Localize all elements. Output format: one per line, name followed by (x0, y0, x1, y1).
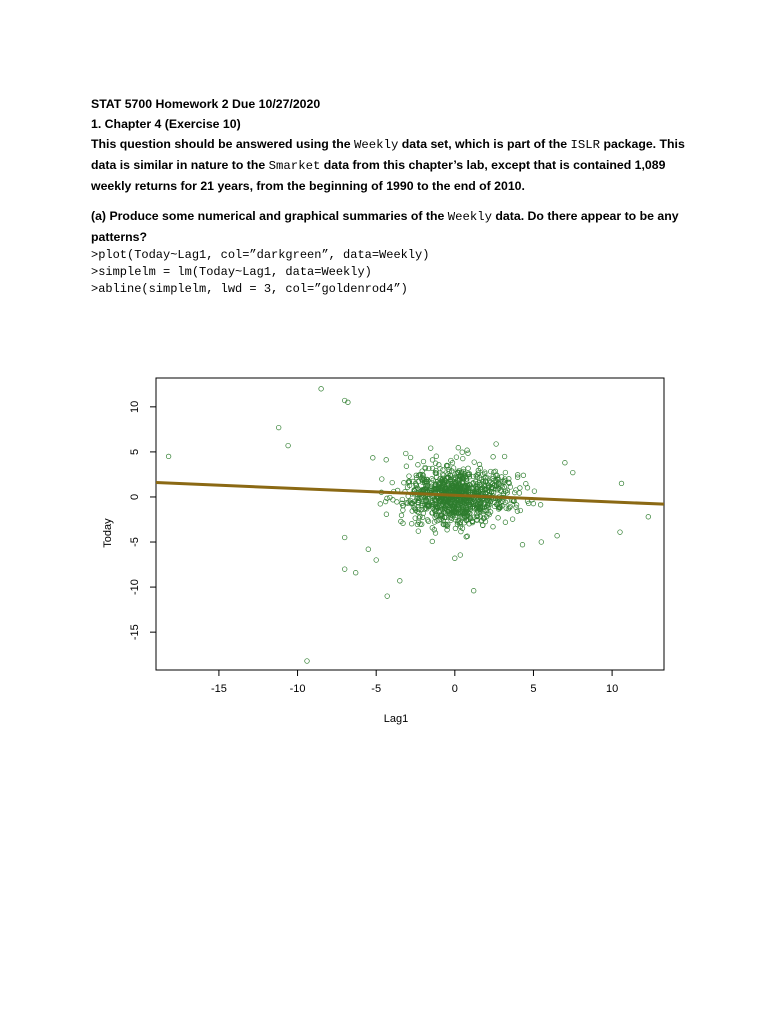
data-point (409, 521, 414, 526)
section-heading: 1. Chapter 4 (Exercise 10) (91, 117, 241, 131)
data-point (465, 448, 470, 453)
spacer (91, 196, 681, 206)
data-point (525, 486, 530, 491)
x-tick-label: 10 (605, 683, 619, 695)
data-point (571, 470, 576, 475)
data-point (388, 495, 393, 500)
data-point (491, 455, 496, 460)
x-tick-label: -10 (289, 683, 306, 695)
data-point (458, 553, 463, 558)
data-point (408, 455, 413, 460)
y-tick-label: -10 (129, 579, 141, 596)
data-point (502, 454, 507, 459)
data-point (532, 489, 537, 494)
data-point (407, 474, 412, 479)
data-point (466, 466, 471, 471)
x-axis-label: Lag1 (383, 713, 409, 725)
data-point (496, 516, 501, 521)
data-point (441, 473, 446, 478)
code-smarket: Smarket (268, 159, 321, 173)
intro-text: weekly returns for 21 years, from the beginning of 1990 to the end of 2010. (91, 179, 525, 193)
data-point (494, 442, 499, 447)
data-point (472, 460, 477, 465)
data-point (461, 456, 466, 461)
data-point (378, 502, 383, 507)
data-point (399, 513, 404, 518)
code-islr: ISLR (570, 138, 601, 152)
intro-text: data set, which is part of the (398, 137, 571, 151)
intro-text: data is similar in nature to the (91, 158, 269, 172)
data-point (401, 508, 406, 513)
data-point (380, 477, 385, 482)
intro-line-1 (91, 134, 685, 155)
data-point (416, 462, 421, 467)
intro-line-3 (91, 176, 681, 196)
data-point (384, 458, 389, 463)
scatter-plot (95, 368, 675, 738)
data-point (646, 515, 651, 520)
y-axis-label: Today (102, 518, 114, 548)
data-point (480, 523, 485, 528)
regression-line (156, 483, 664, 505)
data-point (385, 594, 390, 599)
intro-line-2 (91, 155, 681, 176)
data-point (471, 588, 476, 593)
question-text: data. Do there appear to be any (492, 209, 679, 223)
data-point (342, 567, 347, 572)
data-point (404, 451, 409, 456)
data-point (555, 533, 560, 538)
code-weekly: Weekly (354, 138, 399, 152)
data-point (276, 425, 281, 430)
data-point (503, 520, 508, 525)
data-point (618, 530, 623, 535)
data-point (305, 659, 310, 664)
x-tick-label: -15 (210, 683, 227, 695)
data-point (619, 481, 624, 486)
x-tick-label: -5 (371, 683, 382, 695)
data-point (421, 459, 426, 464)
question-a-line-2 (91, 227, 681, 247)
code-line: >plot(Today~Lag1, col=”darkgreen”, data=Weekly) (91, 248, 430, 262)
y-tick-label: 5 (129, 448, 141, 455)
data-point (539, 540, 544, 545)
data-point (456, 445, 461, 450)
scatter-plot-svg (95, 368, 675, 738)
data-point (391, 498, 396, 503)
data-point (503, 470, 508, 475)
data-point (430, 539, 435, 544)
data-point (453, 556, 458, 561)
data-point (319, 387, 324, 392)
data-point (441, 468, 446, 473)
data-point (491, 524, 496, 529)
data-point (430, 458, 435, 463)
intro-text: This question should be answered using the (91, 137, 355, 151)
r-code-block (91, 247, 681, 298)
data-point (353, 570, 358, 575)
data-point (366, 547, 371, 552)
code-line: >abline(simplelm, lwd = 3, col=”goldenrod4”) (91, 282, 408, 296)
data-point (286, 443, 291, 448)
data-point (404, 464, 409, 469)
question-text: (a) Produce some numerical and graphical summaries of the (91, 209, 448, 223)
data-point (518, 486, 523, 491)
data-point (371, 456, 376, 461)
document-title: STAT 5700 Homework 2 Due 10/27/2020 (91, 97, 321, 111)
plot-frame (156, 378, 664, 670)
x-tick-label: 5 (530, 683, 537, 695)
data-point (342, 535, 347, 540)
data-point (466, 451, 471, 456)
y-tick-label: 10 (129, 400, 141, 413)
question-text: patterns? (91, 230, 148, 244)
data-point (521, 473, 526, 478)
homework-document (91, 94, 685, 298)
data-point (488, 469, 493, 474)
data-points (166, 387, 650, 664)
data-point (510, 517, 515, 522)
data-point (425, 518, 430, 523)
intro-text: data from this chapter’s lab, except that is contained 1,089 (320, 158, 666, 172)
data-point (390, 480, 395, 485)
data-point (454, 455, 459, 460)
data-point (166, 454, 171, 459)
question-a-line-1 (91, 206, 681, 227)
x-tick-label: 0 (451, 683, 458, 695)
data-point (428, 446, 433, 451)
code-weekly: Weekly (447, 210, 492, 224)
data-point (384, 512, 389, 517)
y-tick-label: 0 (129, 493, 141, 501)
data-point (416, 529, 421, 534)
data-point (398, 579, 403, 584)
data-point (520, 542, 525, 547)
data-point (402, 480, 407, 485)
data-point (374, 558, 379, 563)
code-line: >simplelm = lm(Today~Lag1, data=Weekly) (91, 265, 372, 279)
data-point (460, 450, 465, 455)
y-tick-label: -15 (129, 624, 141, 641)
intro-text: package. This (600, 137, 685, 151)
data-point (563, 460, 568, 465)
y-tick-label: -5 (129, 537, 141, 547)
data-point (434, 454, 439, 459)
data-point (538, 503, 543, 508)
